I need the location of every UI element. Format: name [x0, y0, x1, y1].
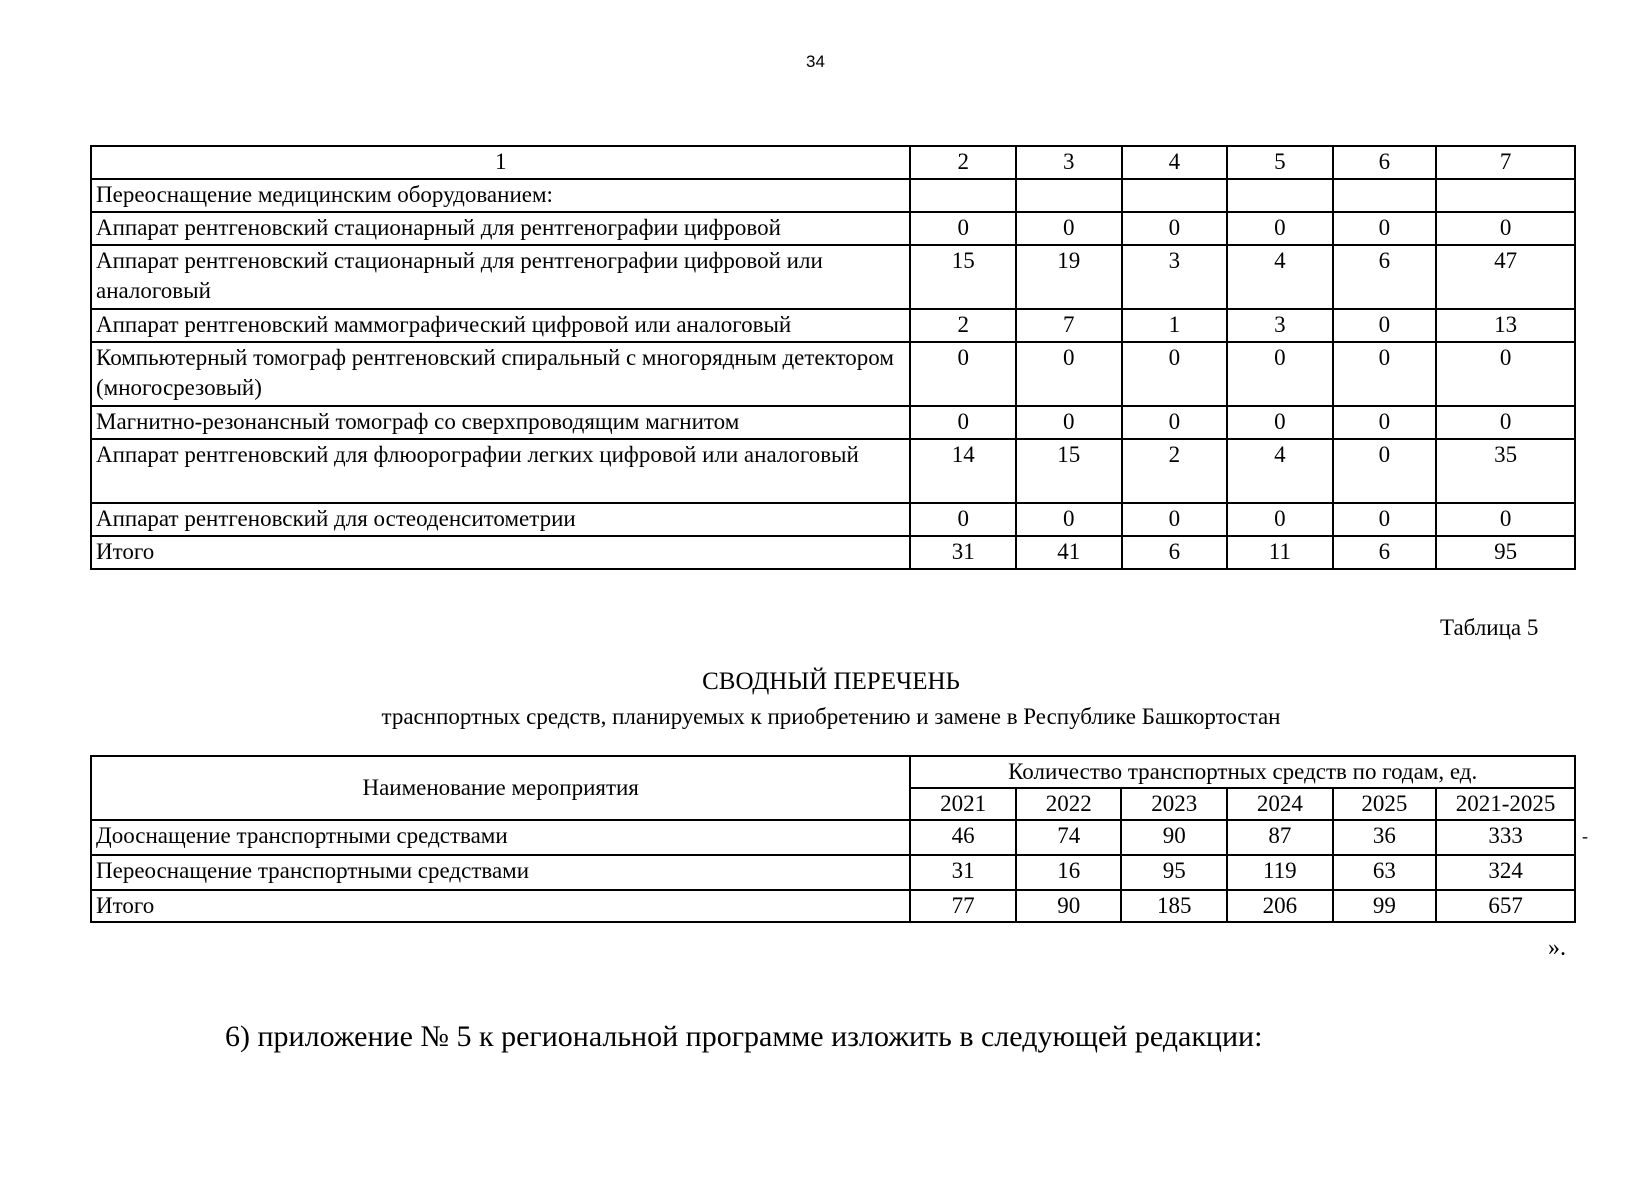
row-name: Переоснащение медицинским оборудованием: — [91, 179, 910, 212]
table-row — [91, 406, 1575, 439]
equipment-table — [90, 145, 1576, 570]
table-row — [91, 503, 1575, 536]
cell: 90 — [1121, 820, 1227, 855]
row-name: Аппарат рентгеновский стационарный для рентгенографии цифровой — [91, 212, 910, 245]
year-header: 2021 — [910, 788, 1016, 820]
cell: 99 — [1333, 890, 1437, 922]
table-row — [91, 212, 1575, 245]
cell: 0 — [1227, 503, 1333, 536]
cell: 15 — [1016, 439, 1122, 503]
cell: 31 — [910, 855, 1016, 890]
table-row — [91, 342, 1575, 406]
cell: 0 — [1122, 212, 1228, 245]
column-header: 3 — [1016, 146, 1122, 179]
cell: 206 — [1227, 890, 1333, 922]
page-number: 34 — [806, 52, 825, 71]
cell: 1 — [1122, 309, 1228, 342]
cell — [910, 179, 1016, 212]
cell: 11 — [1227, 536, 1333, 569]
cell: 333 — [1436, 820, 1575, 855]
cell: 0 — [1016, 503, 1122, 536]
table-total-row — [91, 890, 1575, 922]
year-header: 2021-2025 — [1436, 788, 1575, 820]
cell: 15 — [910, 245, 1016, 309]
cell: 0 — [1436, 342, 1575, 406]
cell: 0 — [1436, 503, 1575, 536]
cell: 4 — [1227, 245, 1333, 309]
table-row — [91, 439, 1575, 503]
table-header-row — [91, 146, 1575, 179]
cell — [1333, 179, 1437, 212]
cell: 0 — [1016, 212, 1122, 245]
cell — [1227, 179, 1333, 212]
cell: 0 — [1227, 406, 1333, 439]
cell: 657 — [1436, 890, 1575, 922]
cell: 0 — [1333, 212, 1437, 245]
cell: 4 — [1227, 439, 1333, 503]
cell: 95 — [1121, 855, 1227, 890]
cell: 0 — [1333, 406, 1437, 439]
cell: 6 — [1333, 245, 1437, 309]
cell: 74 — [1016, 820, 1122, 855]
cell: 185 — [1121, 890, 1227, 922]
cell: 0 — [1016, 406, 1122, 439]
row-name: Переоснащение транспортными средствами — [91, 855, 910, 890]
cell: 6 — [1122, 536, 1228, 569]
column-header: 7 — [1436, 146, 1575, 179]
cell: 35 — [1436, 439, 1575, 503]
cell: 0 — [1436, 212, 1575, 245]
row-name: Итого — [91, 890, 910, 922]
cell: 47 — [1436, 245, 1575, 309]
row-name: Итого — [91, 536, 910, 569]
cell: 0 — [1333, 309, 1437, 342]
transport-table — [90, 755, 1576, 923]
cell: 36 — [1333, 820, 1437, 855]
group-header: Количество транспортных средств по годам, ед. — [910, 756, 1575, 788]
row-name: Аппарат рентгеновский для флюорографии легких цифровой или аналоговый — [91, 439, 910, 503]
row-name: Магнитно-резонансный томограф со сверхпроводящим магнитом — [91, 406, 910, 439]
table-row — [91, 245, 1575, 309]
column-header-name: Наименование мероприятия — [91, 756, 910, 820]
cell: 0 — [910, 406, 1016, 439]
instruction-text: 6) приложение № 5 к региональной программе изложить в следующей редакции: — [225, 1020, 1263, 1053]
cell: 6 — [1333, 536, 1437, 569]
cell: 0 — [1436, 406, 1575, 439]
row-name: Компьютерный томограф рентгеновский спиральный с многорядным детектором (многосрезовый) — [91, 342, 910, 406]
cell: 87 — [1227, 820, 1333, 855]
row-name: Аппарат рентгеновский маммографический цифровой или аналоговый — [91, 309, 910, 342]
cell — [1122, 179, 1228, 212]
stray-dash-mark: - — [1582, 826, 1588, 846]
year-header: 2025 — [1333, 788, 1437, 820]
closing-quote: ». — [1548, 935, 1566, 961]
cell: 41 — [1016, 536, 1122, 569]
table-row — [91, 855, 1575, 890]
cell: 0 — [910, 503, 1016, 536]
column-header: 1 — [91, 146, 910, 179]
cell — [1016, 179, 1122, 212]
cell: 119 — [1227, 855, 1333, 890]
column-header: 2 — [910, 146, 1016, 179]
cell: 77 — [910, 890, 1016, 922]
cell: 0 — [1333, 342, 1437, 406]
column-header: 6 — [1333, 146, 1437, 179]
summary-title: СВОДНЫЙ ПЕРЕЧЕНЬ — [702, 668, 960, 695]
cell: 90 — [1016, 890, 1122, 922]
cell: 0 — [1227, 212, 1333, 245]
table-header-row — [91, 756, 1575, 788]
cell: 2 — [1122, 439, 1228, 503]
cell: 0 — [1333, 439, 1437, 503]
summary-subtitle: траснпортных средств, планируемых к приобретению и замене в Республике Башкортостан — [381, 704, 1281, 729]
cell — [1436, 179, 1575, 212]
cell: 31 — [910, 536, 1016, 569]
cell: 324 — [1436, 855, 1575, 890]
table-total-row — [91, 536, 1575, 569]
cell: 95 — [1436, 536, 1575, 569]
table-row — [91, 179, 1575, 212]
cell: 0 — [1122, 342, 1228, 406]
row-name: Дооснащение транспортными средствами — [91, 820, 910, 855]
table-row — [91, 820, 1575, 855]
cell: 0 — [1122, 503, 1228, 536]
cell: 19 — [1016, 245, 1122, 309]
cell: 13 — [1436, 309, 1575, 342]
year-header: 2024 — [1227, 788, 1333, 820]
cell: 0 — [1122, 406, 1228, 439]
cell: 0 — [910, 212, 1016, 245]
cell: 3 — [1227, 309, 1333, 342]
row-name: Аппарат рентгеновский стационарный для рентгенографии цифровой или аналоговый — [91, 245, 910, 309]
row-name: Аппарат рентгеновский для остеоденситометрии — [91, 503, 910, 536]
cell: 0 — [910, 342, 1016, 406]
cell: 7 — [1016, 309, 1122, 342]
year-header: 2022 — [1016, 788, 1122, 820]
table-label: Таблица 5 — [1440, 615, 1539, 640]
table-row — [91, 309, 1575, 342]
cell: 2 — [910, 309, 1016, 342]
column-header: 4 — [1122, 146, 1228, 179]
cell: 46 — [910, 820, 1016, 855]
cell: 63 — [1333, 855, 1437, 890]
cell: 0 — [1016, 342, 1122, 406]
cell: 0 — [1333, 503, 1437, 536]
column-header: 5 — [1227, 146, 1333, 179]
cell: 0 — [1227, 342, 1333, 406]
year-header: 2023 — [1121, 788, 1227, 820]
cell: 16 — [1016, 855, 1122, 890]
cell: 14 — [910, 439, 1016, 503]
cell: 3 — [1122, 245, 1228, 309]
